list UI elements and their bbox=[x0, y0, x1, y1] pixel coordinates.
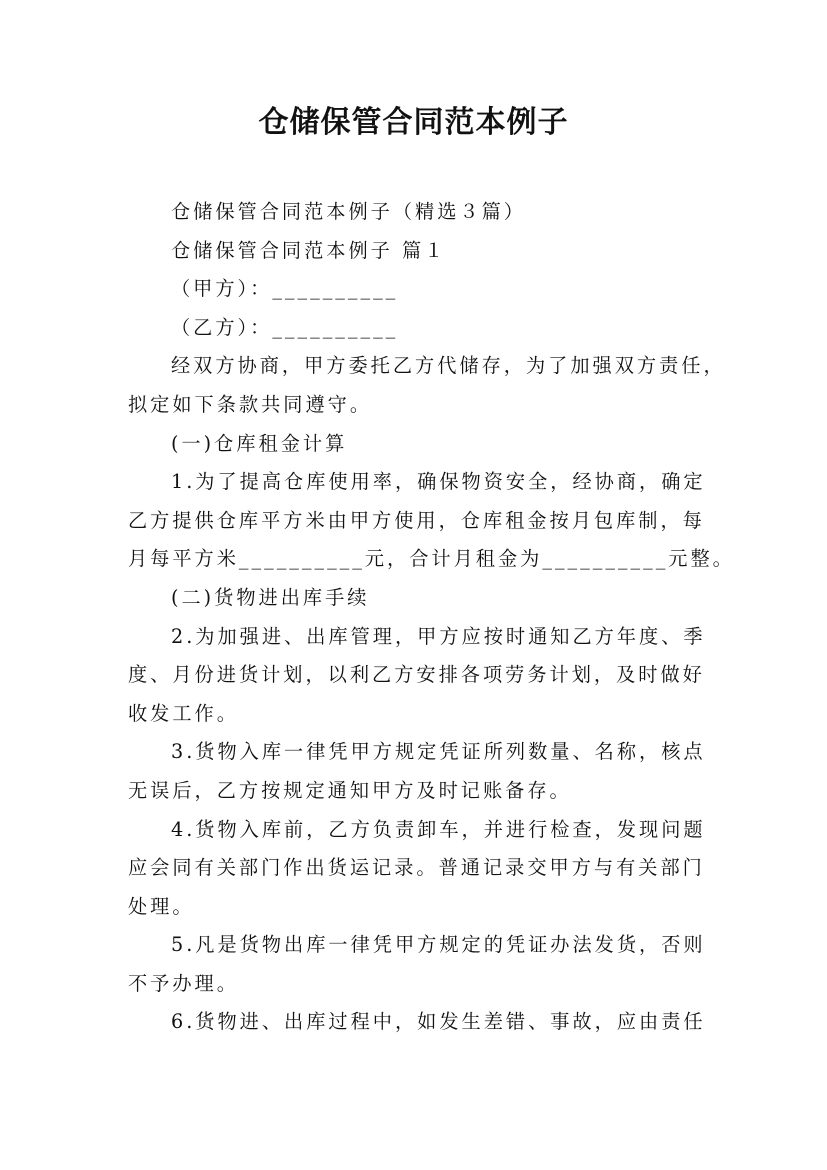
document-line: (一)仓库租金计算 bbox=[171, 431, 348, 455]
document-line: （乙方）：__________ bbox=[171, 315, 399, 339]
document-line: 1.为了提高仓库使用率，确保物资安全，经协商，确定 bbox=[171, 470, 706, 494]
document-line: 经双方协商，甲方委托乙方代储存，为了加强双方责任， bbox=[171, 354, 726, 378]
document-body bbox=[128, 193, 735, 1042]
document-line: 仓储保管合同范本例子 篇１ bbox=[171, 238, 447, 262]
document-line: 应会同有关部门作出货运记录。普通记录交甲方与有关部门 bbox=[128, 856, 705, 880]
document-line: 乙方提供仓库平方米由甲方使用，仓库租金按月包库制，每 bbox=[128, 508, 705, 532]
document-line: 月每平方米__________元，合计月租金为__________元整。 bbox=[128, 547, 735, 571]
document-line: 仓储保管合同范本例子（精选３篇） bbox=[171, 200, 526, 223]
document-title: 仓储保管合同范本例子 bbox=[258, 105, 569, 140]
document-line: 收发工作。 bbox=[128, 701, 239, 725]
document-line: 度、月份进货计划，以利乙方安排各项劳务计划，及时做好 bbox=[128, 663, 705, 687]
document-line: 拟定如下条款共同遵守。 bbox=[128, 392, 373, 416]
document-line: 2.为加强进、出库管理，甲方应按时通知乙方年度、季 bbox=[171, 624, 706, 648]
document-line: 6.货物进、出库过程中，如发生差错、事故，应由责任 bbox=[171, 1010, 706, 1034]
document-line: 3.货物入库一律凭甲方规定凭证所列数量、名称，核点 bbox=[171, 740, 706, 764]
document-line: 5.凡是货物出库一律凭甲方规定的凭证办法发货，否则 bbox=[171, 933, 706, 957]
document-line: 无误后，乙方按规定通知甲方及时记账备存。 bbox=[128, 778, 572, 802]
document-line: 不予办理。 bbox=[128, 971, 239, 995]
document-line: 4.货物入库前，乙方负责卸车，并进行检查，发现问题 bbox=[171, 817, 706, 841]
document-line: （甲方）：__________ bbox=[171, 277, 399, 301]
document-line: 处理。 bbox=[128, 894, 195, 918]
document-line: (二)货物进出库手续 bbox=[171, 585, 370, 609]
